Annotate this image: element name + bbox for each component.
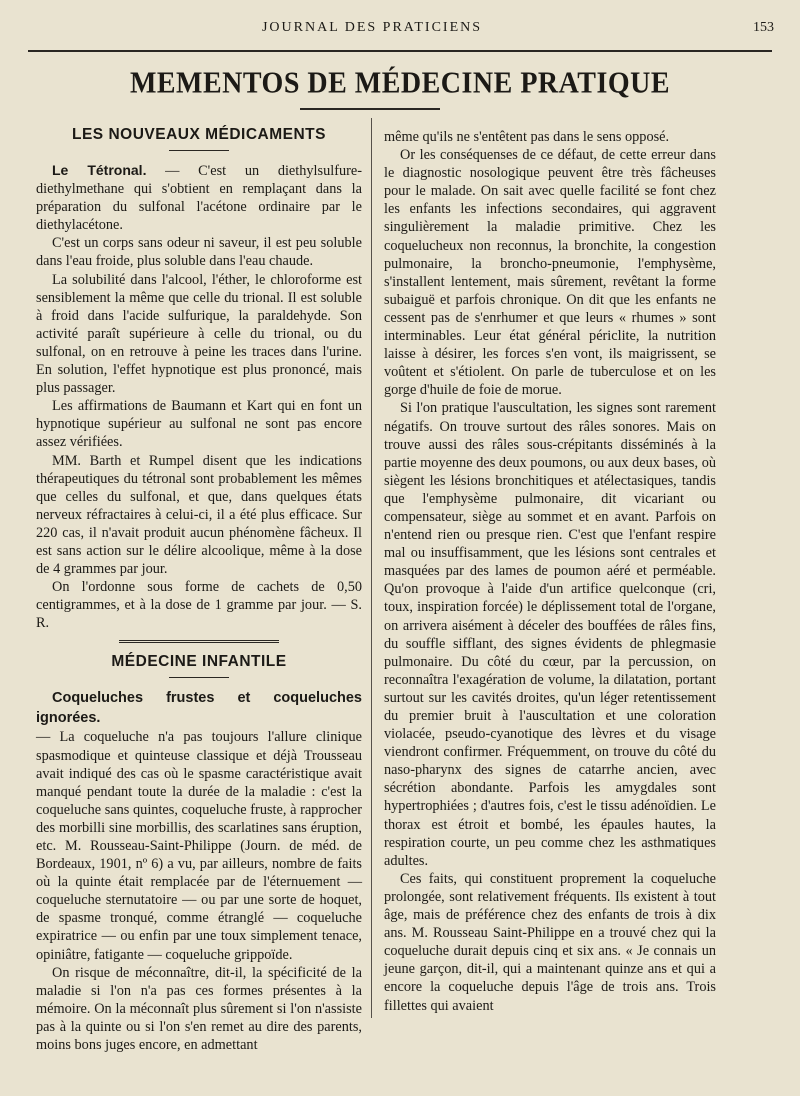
paragraph-text: — C'est un diethylsulfure-diethylmethane qui s'obtient en remplaçant dans la préparation du sulfonal l'acétone ordinaire par le diethylacétone.: [36, 163, 362, 234]
paragraph: On risque de méconnaître, dit-il, la spécificité de la maladie si l'on n'a pas ces formes présentes à la mémoire. On la méconnaît plus sûrement si l'on n'assiste pas à la quinte ou si l'on s'en remet au dire des parents, moins bons juges encore, en admettant: [36, 964, 362, 1054]
paragraph: C'est un corps sans odeur ni saveur, il est peu soluble dans l'eau froide, plus soluble dans l'eau chaude.: [36, 235, 362, 270]
paragraph: La solubilité dans l'alcool, l'éther, le chloroforme est sensiblement la même que celle du trional. Il est soluble à froid dans l'acide sulfurique, la paraldehyde. Son activité paraît supérieure à celle du trional, ou du sulfonal, on en retrouve à peine les traces dans l'urine. En solution, l'effet hypnotique est plus prononcé, mais plus passager.: [36, 271, 362, 397]
paragraph: Ces faits, qui constituent proprement la coqueluche prolongée, sont relativement fréquents. Ils existent à tout âge, mais de préférence chez des enfants de trois à dix ans. M. Rousseau Saint-Philippe en a trouvé chez qui la coqueluche durait depuis cinq et six ans. « Je connais un jeune garçon, dit-il, qui a maintenant quinze ans et qui a encore la coqueluche depuis l'âge de trois ans. Trois fillettes qui avaient: [384, 870, 716, 1014]
title-ornament-rule: [300, 108, 440, 110]
right-column: [384, 128, 716, 1015]
article-subheading: Coqueluches frustes et coqueluches ignorées.: [36, 690, 362, 727]
section-heading-new-drugs: LES NOUVEAUX MÉDICAMENTS: [72, 126, 326, 143]
paragraph: même qu'ils ne s'entêtent pas dans le sens opposé.: [384, 129, 670, 145]
column-divider: [371, 118, 372, 1018]
running-header: [0, 18, 800, 42]
paragraph: Si l'on pratique l'auscultation, les signes sont rarement négatifs. On trouve surtout des râles sonores. Mais on trouve aussi des râles sous-crépitants disséminés à la partie moyenne des deux poumons, ou aux deux bases, où siègent les lésions bronchitiques et atélectasiques, tandis que l'emphysème pulmonaire, dit vicariant ou compensateur, siège au sommet et en avant. Parfois on n'entend rien ou presque rien. C'est que l'enfant respire mal ou insuffisamment, que les lésions sont centrales et masquées par des lames de poumon aéré et perméable. Qu'on provoque à l'aide d'un artifice quelconque (cri, toux, inspiration forcée) le déplissement total de l'organe, on arrivera aisément à déceler des bouffées de râles fins, du souffle sifflant, des signes évidents de phlegmasie pulmonaire. Du côté du cœur, par la percussion, on reconnaîtra l'exagération de volume, la dilatation, portant surtout sur les cavités droites, qu'un léger retentissement du premier bruit à l'auscultation et une coloration violacée, pseudo-cyanotique des lèvres et du visage viendront confirmer. Fréquemment, on trouve du côté du naso-pharynx des signes de catarrhe ancien, avec sécrétion abondante. Parfois les amygdales sont hypertrophiées ; d'autres fois, c'est le tissu adénoïdien. Le thorax est étroit et bombé, les épaules hautes, la respiration courte, un peu comme chez les asthmatiques adultes.: [384, 400, 716, 869]
section-heading-pediatrics: MÉDECINE INFANTILE: [111, 653, 287, 671]
article-lead: Le Tétronal.: [52, 162, 147, 178]
paragraph: Or les conséquenses de ce défaut, de cette erreur dans le diagnostic nosologique peuvent être très fâcheuses pour le malade. On sait avec quelle facilité se font chez les enfants les infections secondaires, qui aggravent singulièrement la maladie primitive. Chez les coquelucheux non reconnus, la bronchite, la congestion pulmonaire, la broncho-pneumonie, l'emphysème, s'installent lentement, mais sûrement, revêtant la forme subaiguë et parfois chronique. On dit que les enfants ne cessent pas de s'enrhumer et que leurs « rhumes » sont interminables. Leur état général périclite, la nutrition laisse à désirer, les forces s'en vont, ils maigrissent, se voûtent et s'étiolent. On parle de tuberculose et on les gorge d'huile de foie de morue.: [384, 147, 716, 399]
left-column: [36, 124, 362, 1054]
running-title: JOURNAL DES PRATICIENS: [261, 20, 483, 35]
section-rule: [169, 150, 229, 151]
page-number: 153: [753, 20, 774, 35]
header-rule: [28, 50, 772, 52]
section-rule: [169, 677, 229, 678]
paragraph: On l'ordonne sous forme de cachets de 0,50 centigrammes, et à la dose de 1 gramme par jour. — S. R.: [36, 579, 362, 632]
paragraph: [36, 161, 362, 234]
page-title: MEMENTOS DE MÉDECINE PRATIQUE: [129, 66, 671, 101]
section-separator: [119, 640, 279, 643]
paragraph: MM. Barth et Rumpel disent que les indications thérapeutiques du tétronal sont probablement les mêmes que celles du sulfonal, et que, dans quelques états nerveux réfractaires à celui-ci, il a été plus efficace. Sur 220 cas, il n'avait produit aucun phénomène fâcheux. Il est sans action sur le délire alcoolique, même à la dose de 4 grammes par jour.: [36, 452, 362, 578]
paragraph: Les affirmations de Baumann et Kart qui en font un hypnotique supérieur au sulfonal ne sont pas encore assez vérifiées.: [36, 398, 362, 451]
paragraph: — La coqueluche n'a pas toujours l'allure clinique spasmodique et quinteuse classique et déjà Trousseau avait indiqué des cas où le spasme caractéristique avait manqué pendant toute la durée de la maladie : c'est la coqueluche sans quintes, coqueluche fruste, à rapprocher des morbilli sine morbillis, des scarlatines sans éruption, etc. M. Rousseau-Saint-Philippe (Journ. de méd. de Bordeaux, 1901, nº 6) a vu, par ailleurs, nombre de faits où la quinte était remplacée par de l'éternuement — coqueluche sternutatoire — ou par une sorte de hoquet, de spasme tronqué, comme étranglé — coqueluche expiratrice — ou enfin par une toux simplement tenace, opiniâtre, fatigante — coqueluche grippoïde.: [36, 729, 362, 963]
